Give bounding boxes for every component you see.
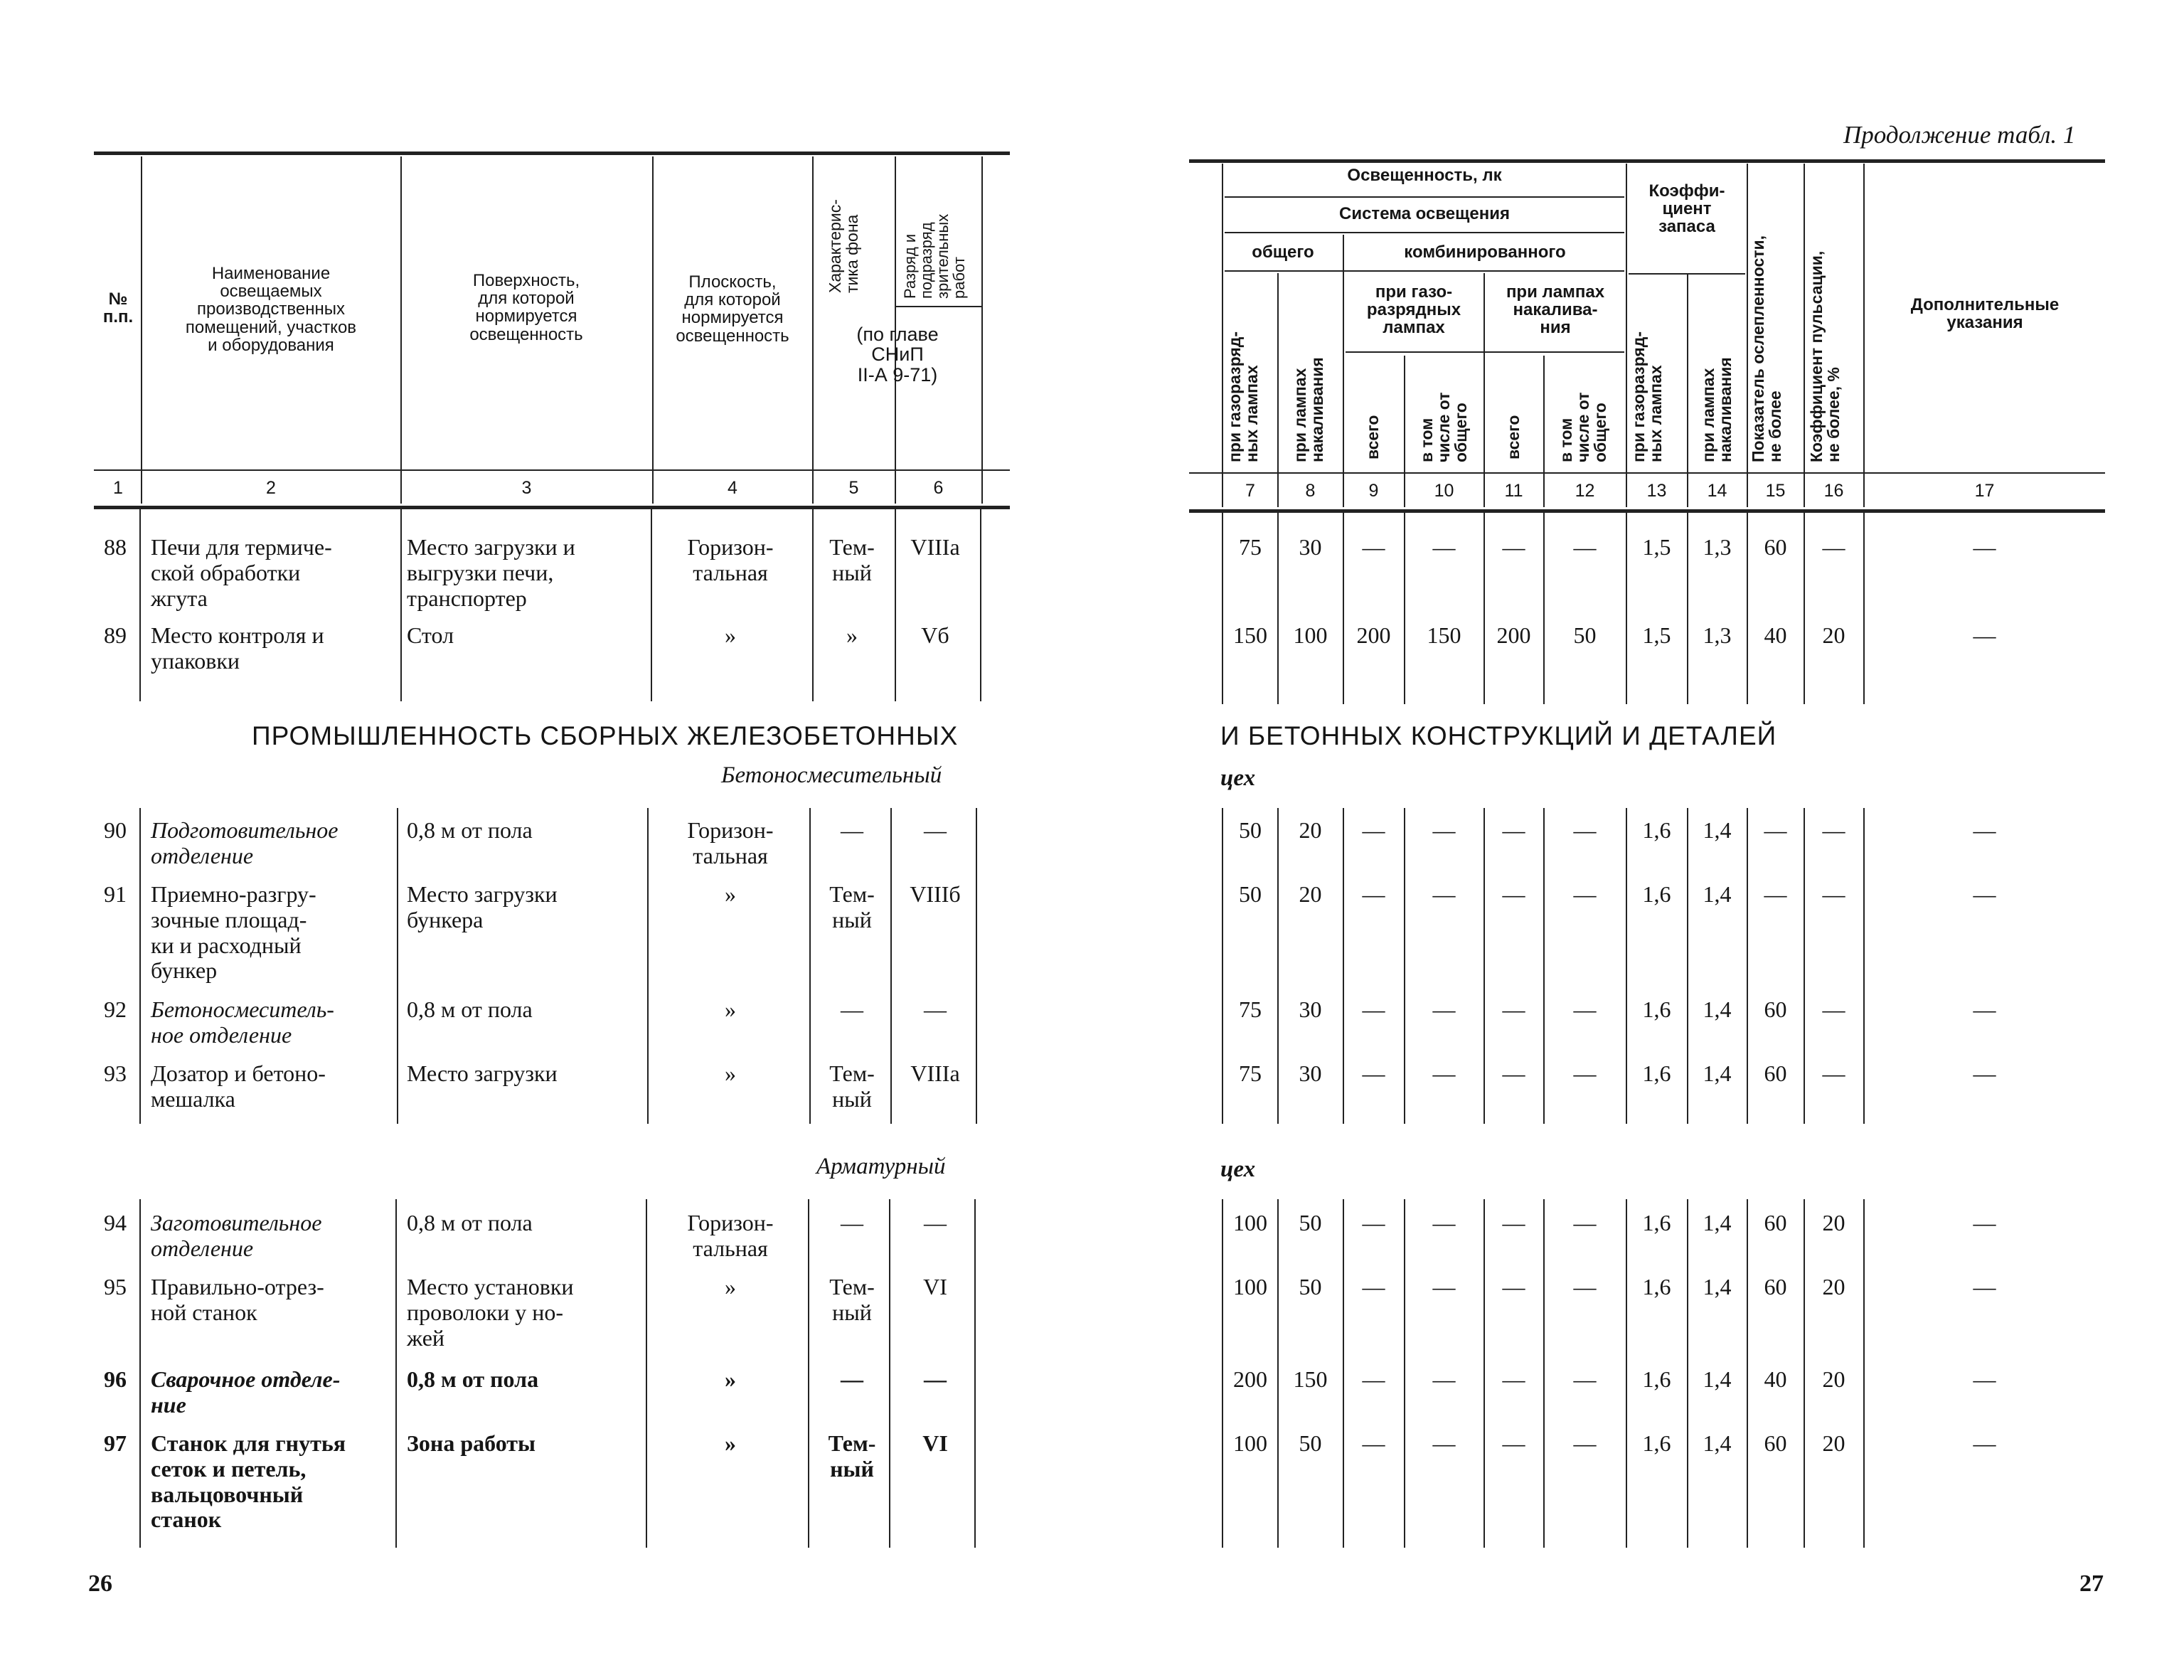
norm-surface: 0,8 м от пола xyxy=(407,1210,533,1235)
norm-surface: Место загрузки бункера xyxy=(407,881,558,932)
value-col-9: — xyxy=(1362,1430,1385,1456)
value-col-7: 100 xyxy=(1233,1430,1267,1456)
norm-surface: 0,8 м от пола xyxy=(407,1366,539,1392)
value-col-16: — xyxy=(1822,534,1845,560)
background-type: Тем- ный xyxy=(829,1060,875,1112)
value-col-11: — xyxy=(1502,996,1525,1022)
value-col-7: 100 xyxy=(1233,1274,1267,1299)
subsection-1-right: цех xyxy=(1220,765,1256,791)
value-col-11: — xyxy=(1502,1430,1525,1456)
value-col-16: — xyxy=(1822,881,1845,907)
header-category: Разряд и подразряд зрительных работ xyxy=(901,213,969,299)
value-col-14: 1,3 xyxy=(1703,622,1732,648)
value-col-10: — xyxy=(1432,534,1456,560)
value-col-7: 75 xyxy=(1239,1060,1262,1086)
visual-category: — xyxy=(924,1210,947,1235)
header-incandescent-general: при лампах накаливания xyxy=(1291,357,1327,462)
value-col-11: — xyxy=(1502,817,1525,843)
value-col-12: — xyxy=(1573,1274,1597,1299)
col-number-17: 17 xyxy=(1974,481,1995,501)
value-col-8: 30 xyxy=(1299,1060,1322,1086)
header-number: № п.п. xyxy=(102,289,134,327)
row-number: 93 xyxy=(104,1060,127,1086)
value-col-16: 20 xyxy=(1822,1430,1845,1456)
value-col-17: — xyxy=(1973,1274,1996,1299)
value-col-15: 60 xyxy=(1764,1060,1787,1086)
visual-category: VI xyxy=(923,1274,947,1299)
header-of-general-incandescent: в том числе от общего xyxy=(1557,392,1610,462)
value-col-9: — xyxy=(1362,996,1385,1022)
value-col-12: — xyxy=(1573,1210,1597,1235)
row-number: 96 xyxy=(104,1366,127,1392)
row-number: 88 xyxy=(104,534,127,560)
value-col-14: 1,4 xyxy=(1703,1366,1732,1392)
visual-category: VIIIа xyxy=(910,1060,960,1086)
header-glare-index: Показатель ослепленности, не более xyxy=(1749,235,1785,462)
header-total-incandescent: всего xyxy=(1504,415,1523,459)
header-room-name: Наименование освещаемых производственных помещений, участков и оборудования xyxy=(185,264,357,355)
value-col-13: 1,5 xyxy=(1642,534,1671,560)
value-col-7: 200 xyxy=(1233,1366,1267,1392)
value-col-10: — xyxy=(1432,996,1456,1022)
header-plane: Плоскость, для которой нормируется освещенность xyxy=(676,272,789,346)
value-col-8: 100 xyxy=(1293,622,1328,648)
value-col-13: 1,6 xyxy=(1642,1366,1671,1392)
value-col-11: — xyxy=(1502,881,1525,907)
header-total-gas: всего xyxy=(1363,415,1382,459)
value-col-17: — xyxy=(1973,817,1996,843)
value-col-17: — xyxy=(1973,1430,1996,1456)
background-type: — xyxy=(841,1210,863,1235)
value-col-16: — xyxy=(1822,1060,1845,1086)
value-col-9: 200 xyxy=(1356,622,1391,648)
norm-plane: » xyxy=(725,996,736,1022)
value-col-12: — xyxy=(1573,996,1597,1022)
value-col-10: — xyxy=(1432,1060,1456,1086)
norm-plane: Горизон- тальная xyxy=(687,534,774,585)
value-col-16: 20 xyxy=(1822,1210,1845,1235)
value-col-14: 1,4 xyxy=(1703,996,1732,1022)
col-number-15: 15 xyxy=(1765,481,1786,501)
room-name: Печи для термиче- ской обработки жгута xyxy=(151,534,332,611)
col-number-14: 14 xyxy=(1707,481,1727,501)
value-col-17: — xyxy=(1973,881,1996,907)
norm-surface: Место загрузки и выгрузки печи, транспортер xyxy=(407,534,575,611)
background-type: — xyxy=(841,996,863,1022)
value-col-8: 30 xyxy=(1299,534,1322,560)
value-col-12: 50 xyxy=(1573,622,1597,648)
room-name: Правильно-отрез- ной станок xyxy=(151,1274,324,1325)
norm-plane: » xyxy=(725,881,736,907)
value-col-8: 50 xyxy=(1299,1430,1322,1456)
value-col-17: — xyxy=(1973,1366,1996,1392)
value-col-7: 50 xyxy=(1239,817,1262,843)
norm-surface: 0,8 м от пола xyxy=(407,817,533,843)
background-type: — xyxy=(841,817,863,843)
value-col-9: — xyxy=(1362,1366,1385,1392)
value-col-13: 1,6 xyxy=(1642,996,1671,1022)
subsection-2-left: Арматурный xyxy=(816,1154,946,1179)
value-col-9: — xyxy=(1362,1060,1385,1086)
header-coef-incandescent: при лампах накаливания xyxy=(1699,357,1735,462)
row-number: 92 xyxy=(104,996,127,1022)
value-col-9: — xyxy=(1362,1210,1385,1235)
value-col-14: 1,4 xyxy=(1703,1430,1732,1456)
value-col-16: 20 xyxy=(1822,1366,1845,1392)
visual-category: VIIIа xyxy=(910,534,960,560)
value-col-15: — xyxy=(1764,817,1787,843)
value-col-15: 60 xyxy=(1764,1210,1787,1235)
value-col-16: 20 xyxy=(1822,1274,1845,1299)
value-col-13: 1,6 xyxy=(1642,1274,1671,1299)
page-number-right: 27 xyxy=(2079,1570,2104,1597)
value-col-15: 60 xyxy=(1764,534,1787,560)
value-col-17: — xyxy=(1973,534,1996,560)
value-col-8: 50 xyxy=(1299,1274,1322,1299)
value-col-8: 20 xyxy=(1299,817,1322,843)
header-additional: Дополнительные указания xyxy=(1910,295,2060,333)
value-col-8: 50 xyxy=(1299,1210,1322,1235)
room-name: Место контроля и упаковки xyxy=(151,622,324,674)
visual-category: VI xyxy=(922,1430,948,1456)
value-col-11: — xyxy=(1502,1274,1525,1299)
norm-surface: Зона работы xyxy=(407,1430,536,1456)
value-col-15: — xyxy=(1764,881,1787,907)
value-col-11: — xyxy=(1502,534,1525,560)
header-combined: комбинированного xyxy=(1404,243,1566,262)
value-col-12: — xyxy=(1573,817,1597,843)
value-col-12: — xyxy=(1573,1430,1597,1456)
norm-plane: » xyxy=(725,622,736,648)
value-col-10: 150 xyxy=(1427,622,1461,648)
visual-category: — xyxy=(924,996,947,1022)
value-col-10: — xyxy=(1432,881,1456,907)
norm-plane: » xyxy=(725,1274,736,1299)
header-surface: Поверхность, для которой нормируется освещенность xyxy=(469,271,583,344)
value-col-16: — xyxy=(1822,817,1845,843)
norm-plane: » xyxy=(725,1366,736,1392)
subsection-1-left: Бетоносмесительный xyxy=(721,762,942,788)
row-number: 91 xyxy=(104,881,127,907)
value-col-8: 150 xyxy=(1293,1366,1328,1392)
value-col-15: 40 xyxy=(1764,1366,1787,1392)
room-name: Бетоносмеситель- ное отделение xyxy=(151,996,334,1048)
section-title-left: ПРОМЫШЛЕННОСТЬ СБОРНЫХ ЖЕЛЕЗОБЕТОННЫХ xyxy=(252,721,959,750)
value-col-12: — xyxy=(1573,881,1597,907)
visual-category: Vб xyxy=(921,622,949,648)
col-number-2: 2 xyxy=(266,478,276,498)
header-pulsation: Коэффициент пульсации, не более, % xyxy=(1807,250,1843,462)
value-col-11: — xyxy=(1502,1210,1525,1235)
value-col-11: — xyxy=(1502,1366,1525,1392)
continuation-label: Продолжение табл. 1 xyxy=(1843,121,2076,149)
value-col-14: 1,4 xyxy=(1703,1210,1732,1235)
value-col-13: 1,6 xyxy=(1642,1210,1671,1235)
row-number: 94 xyxy=(104,1210,127,1235)
header-coefficient: Коэффи- циент запаса xyxy=(1648,181,1725,237)
norm-plane: » xyxy=(725,1060,736,1086)
value-col-12: — xyxy=(1573,534,1597,560)
value-col-14: 1,4 xyxy=(1703,817,1732,843)
header-lighting-system: Система освещения xyxy=(1339,204,1510,223)
col-number-9: 9 xyxy=(1368,481,1379,501)
room-name: Приемно-разгру- зочные площад- ки и расходный бункер xyxy=(151,881,316,984)
col-number-1: 1 xyxy=(113,478,123,498)
value-col-15: 60 xyxy=(1764,1430,1787,1456)
value-col-15: 40 xyxy=(1764,622,1787,648)
col-number-4: 4 xyxy=(728,478,737,498)
background-type: Тем- ный xyxy=(829,1274,875,1325)
value-col-8: 30 xyxy=(1299,996,1322,1022)
norm-surface: Место загрузки xyxy=(407,1060,558,1086)
value-col-9: — xyxy=(1362,881,1385,907)
value-col-17: — xyxy=(1973,1210,1996,1235)
value-col-15: 60 xyxy=(1764,996,1787,1022)
value-col-9: — xyxy=(1362,534,1385,560)
value-col-14: 1,3 xyxy=(1703,534,1732,560)
norm-surface: 0,8 м от пола xyxy=(407,996,533,1022)
background-type: — xyxy=(841,1366,863,1392)
background-type: Тем- ный xyxy=(829,534,875,585)
value-col-7: 50 xyxy=(1239,881,1262,907)
value-col-13: 1,6 xyxy=(1642,1430,1671,1456)
header-snip-note: (по главе СНиП II-А 9-71) xyxy=(856,324,939,386)
visual-category: — xyxy=(924,1366,947,1392)
header-general: общего xyxy=(1252,243,1314,262)
row-number: 97 xyxy=(104,1430,127,1456)
value-col-11: 200 xyxy=(1496,622,1531,648)
value-col-14: 1,4 xyxy=(1703,1060,1732,1086)
value-col-10: — xyxy=(1432,1430,1456,1456)
header-coef-gas: при газоразряд- ных лампах xyxy=(1629,331,1666,462)
value-col-9: — xyxy=(1362,817,1385,843)
room-name: Заготовительное отделение xyxy=(151,1210,322,1261)
row-number: 90 xyxy=(104,817,127,843)
header-gas-combined: при газо- разрядных лампах xyxy=(1366,282,1461,338)
background-type: Тем- ный xyxy=(829,881,875,932)
value-col-7: 75 xyxy=(1239,534,1262,560)
value-col-13: 1,5 xyxy=(1642,622,1671,648)
value-col-13: 1,6 xyxy=(1642,881,1671,907)
value-col-13: 1,6 xyxy=(1642,1060,1671,1086)
value-col-10: — xyxy=(1432,1274,1456,1299)
value-col-8: 20 xyxy=(1299,881,1322,907)
section-title-right: И БЕТОННЫХ КОНСТРУКЦИЙ И ДЕТАЛЕЙ xyxy=(1220,721,1777,750)
header-gas-general: при газоразряд- ных лампах xyxy=(1225,331,1262,462)
header-of-general-gas: в том числе от общего xyxy=(1417,392,1471,462)
background-type: Тем- ный xyxy=(828,1430,876,1482)
header-background: Характерис- тика фона xyxy=(826,199,862,293)
value-col-17: — xyxy=(1973,996,1996,1022)
value-col-7: 75 xyxy=(1239,996,1262,1022)
room-name: Станок для гнутья сеток и петель, вальцовочный станок xyxy=(151,1430,346,1533)
visual-category: VIIIб xyxy=(910,881,961,907)
col-number-7: 7 xyxy=(1245,481,1255,501)
value-col-12: — xyxy=(1573,1366,1597,1392)
value-col-15: 60 xyxy=(1764,1274,1787,1299)
col-number-8: 8 xyxy=(1305,481,1316,501)
room-name: Дозатор и бетоно- мешалка xyxy=(151,1060,326,1112)
page-number-left: 26 xyxy=(88,1570,112,1597)
header-illuminance: Освещенность, лк xyxy=(1347,166,1502,185)
value-col-7: 100 xyxy=(1233,1210,1267,1235)
col-number-6: 6 xyxy=(933,478,944,498)
value-col-7: 150 xyxy=(1233,622,1267,648)
col-number-12: 12 xyxy=(1575,481,1595,501)
visual-category: — xyxy=(924,817,947,843)
col-number-13: 13 xyxy=(1646,481,1667,501)
value-col-17: — xyxy=(1973,622,1996,648)
value-col-10: — xyxy=(1432,817,1456,843)
col-number-5: 5 xyxy=(848,478,859,498)
background-type: » xyxy=(846,622,858,648)
value-col-11: — xyxy=(1502,1060,1525,1086)
norm-plane: Горизон- тальная xyxy=(687,1210,774,1261)
col-number-10: 10 xyxy=(1434,481,1454,501)
col-number-11: 11 xyxy=(1504,481,1523,501)
norm-plane: » xyxy=(725,1430,736,1456)
value-col-16: 20 xyxy=(1822,622,1845,648)
value-col-9: — xyxy=(1362,1274,1385,1299)
value-col-14: 1,4 xyxy=(1703,881,1732,907)
norm-surface: Место установки проволоки у но- жей xyxy=(407,1274,574,1351)
value-col-12: — xyxy=(1573,1060,1597,1086)
header-incandescent-combined: при лампах накалива- ния xyxy=(1506,282,1605,338)
value-col-16: — xyxy=(1822,996,1845,1022)
value-col-13: 1,6 xyxy=(1642,817,1671,843)
value-col-17: — xyxy=(1973,1060,1996,1086)
row-number: 95 xyxy=(104,1274,127,1299)
col-number-3: 3 xyxy=(521,478,532,498)
room-name: Подготовительное отделение xyxy=(151,817,339,868)
value-col-10: — xyxy=(1432,1366,1456,1392)
value-col-14: 1,4 xyxy=(1703,1274,1732,1299)
room-name: Сварочное отделе- ние xyxy=(151,1366,341,1418)
col-number-16: 16 xyxy=(1823,481,1844,501)
subsection-2-right: цех xyxy=(1220,1157,1256,1182)
norm-plane: Горизон- тальная xyxy=(687,817,774,868)
row-number: 89 xyxy=(104,622,127,648)
value-col-10: — xyxy=(1432,1210,1456,1235)
norm-surface: Стол xyxy=(407,622,454,648)
